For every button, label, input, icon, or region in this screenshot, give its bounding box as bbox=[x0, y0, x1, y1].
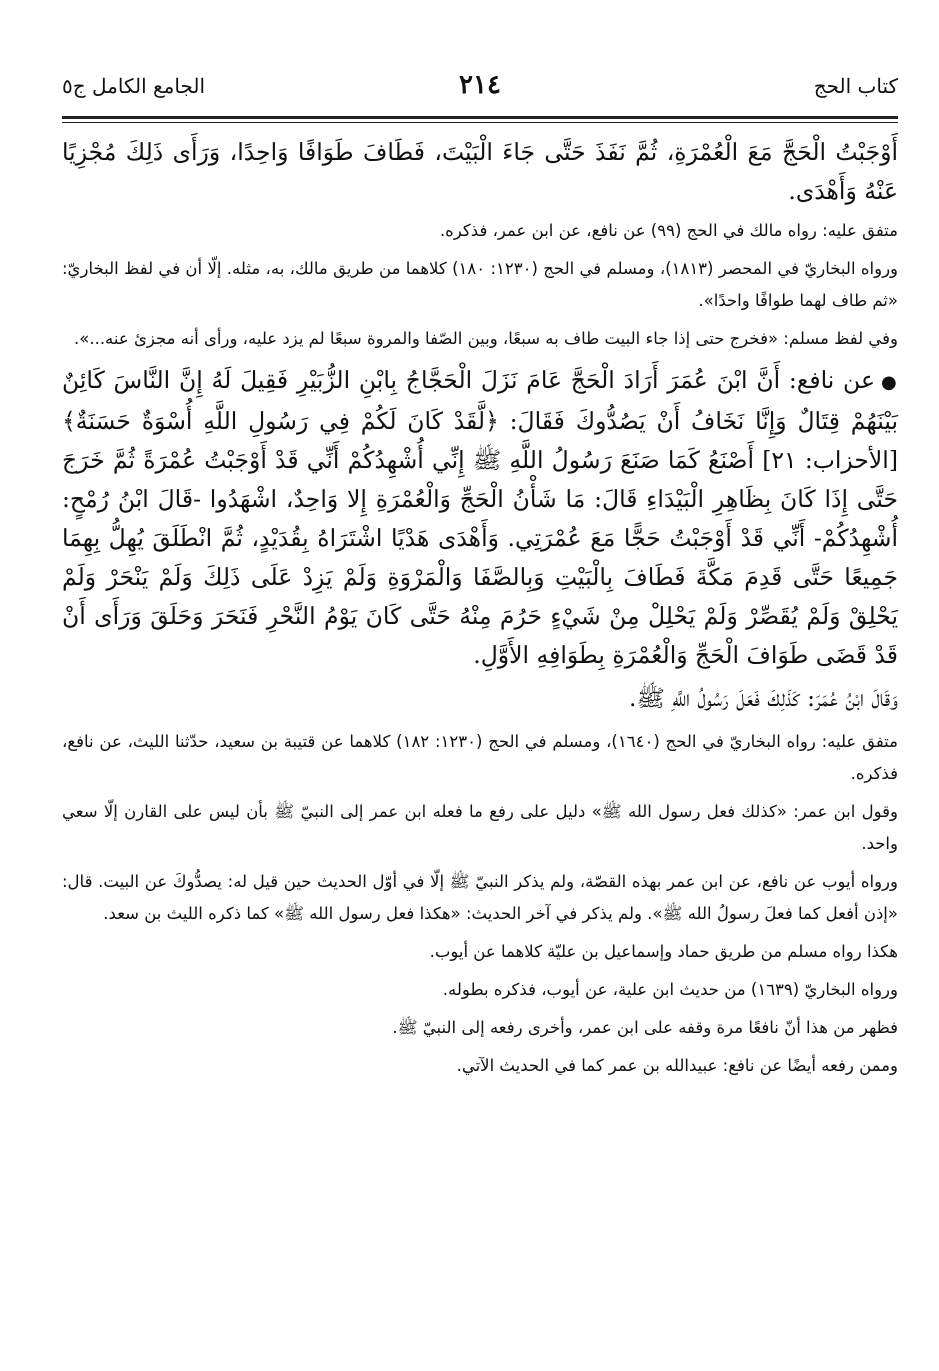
takhrij-note: وفي لفظ مسلم: «فخرج حتى إذا جاء البيت طاف به سبعًا، وبين الصّفا والمروة سبعًا لم يزد عليه، ورأى أنه مجزئ عنه...». bbox=[73, 329, 898, 348]
page bbox=[62, 70, 898, 1088]
takhrij-note: ورواه أيوب عن نافع، عن ابن عمر بهذه القصّة، ولم يذكر النبيّ ﷺ إلّا في أوّل الحديث حين قيل له: يصدُّوكَ عن البيت. قال: «إذن أفعل كما فعلَ رسولُ الله ﷺ». ولم يذكر في آخر الحديث: «هكذا فعل رسول الله ﷺ» كما ذكره الليث بن سعد. bbox=[62, 872, 898, 923]
takhrij-note: هكذا رواه مسلم من طريق حماد وإسماعيل بن عليّة كلاهما عن أيوب. bbox=[429, 942, 898, 961]
hadith-text: أَوْجَبْتُ الْحَجَّ مَعَ الْعُمْرَةِ، ثُمَّ نَفَذَ حَتَّى جَاءَ الْبَيْتَ، فَطَافَ طَوَافًا وَاحِدًا، وَرَأَى ذَلِكَ مُجْزِيًا عَنْهُ وَأَهْدَى. bbox=[62, 138, 898, 205]
takhrij-note: وممن رفعه أيضًا عن نافع: عبيدالله بن عمر كما في الحديث الآتي. bbox=[456, 1056, 898, 1075]
book-title: كتاب الحج bbox=[813, 74, 898, 98]
takhrij-note: وقول ابن عمر: «كذلك فعل رسول الله ﷺ» دليل على رفع ما فعله ابن عمر إلى النبيّ ﷺ بأن ليس على القارن إلّا سعي واحد. bbox=[62, 802, 898, 853]
page-header bbox=[62, 70, 898, 119]
page-body bbox=[62, 119, 898, 1082]
hadith-text bbox=[62, 361, 898, 675]
hadith-body: عن نافع: أَنَّ ابْنَ عُمَرَ أَرَادَ الْحَجَّ عَامَ نَزَلَ الْحَجَّاجُ بِابْنِ الزُّبَيْرِ فَقِيلَ لَهُ إِنَّ النَّاسَ كَائِنٌ بَيْنَهُمْ قِتَالٌ وَإِنَّا نَخَافُ أَنْ يَصُدُّوكَ فَقَالَ: ﴿لَّقَدْ كَانَ لَكُمْ فِي رَسُولِ اللَّهِ أُسْوَةٌ حَسَنَةٌ﴾ [الأحزاب: ٢١] أَصْنَعُ كَمَا صَنَعَ رَسُولُ اللَّهِ ﷺ إِنِّي أُشْهِدُكُمْ أَنِّي قَدْ أَوْجَبْتُ عُمْرَةً ثُمَّ خَرَجَ حَتَّى إِذَا كَانَ بِظَاهِرِ الْبَيْدَاءِ قَالَ: مَا شَأْنُ الْحَجِّ وَالْعُمْرَةِ إِلا وَاحِدٌ، اشْهَدُوا -قَالَ ابْنُ رُمْحٍ: أُشْهِدُكُمْ- أَنِّي قَدْ أَوْجَبْتُ حَجًّا مَعَ عُمْرَتِي. وَأَهْدَى هَدْيًا اشْتَرَاهُ بِقُدَيْدٍ، ثُمَّ انْطَلَقَ يُهِلُّ بِهِمَا جَمِيعًا حَتَّى قَدِمَ مَكَّةَ فَطَافَ بِالْبَيْتِ وَبِالصَّفَا وَالْمَرْوَةِ وَلَمْ يَزِدْ عَلَى ذَلِكَ وَلَمْ يَنْحَرْ وَلَمْ يَحْلِقْ وَلَمْ يُقَصِّرْ وَلَمْ يَحْلِلْ مِنْ شَيْءٍ حَرُمَ مِنْهُ حَتَّى كَانَ يَوْمُ النَّحْرِ فَنَحَرَ وَحَلَقَ وَرَأَى أَنْ قَدْ قَضَى طَوَافَ الْحَجِّ وَالْعُمْرَةِ بِطَوَافِهِ الأَوَّلِ. bbox=[62, 366, 898, 669]
takhrij-note: فظهر من هذا أنّ نافعًا مرة وقفه على ابن عمر، وأخرى رفعه إلى النبيّ ﷺ. bbox=[392, 1018, 898, 1037]
volume-title: الجامع الكامل ج٥ bbox=[62, 74, 206, 98]
takhrij-note: متفق عليه: رواه البخاريّ في الحج (١٦٤٠)، ومسلم في الحج (١٢٣٠: ١٨٢) كلاهما عن قتيبة بن سعيد، حدّثنا الليث، عن نافع، فذكره. bbox=[62, 732, 898, 783]
page-number: ٢١٤ bbox=[459, 70, 501, 100]
takhrij-note: ورواه البخاريّ في المحصر (١٨١٣)، ومسلم في الحج (١٢٣٠: ١٨٠) كلاهما من طريق مالك، به، مثله. إلّا أن في لفظ البخاريّ: «ثم طاف لهما طوافًا واحدًا». bbox=[62, 259, 898, 310]
bullet-icon: ● bbox=[880, 372, 898, 393]
takhrij-note: ورواه البخاريّ (١٦٣٩) من حديث ابن علية، عن أيوب، فذكره بطوله. bbox=[442, 980, 898, 999]
takhrij-note: متفق عليه: رواه مالك في الحج (٩٩) عن نافع، عن ابن عمر، فذكره. bbox=[439, 221, 898, 240]
hadith-text: وَقَالَ ابْنُ عُمَرَ: كَذَلِكَ فَعَلَ رَسُولُ اللَّهِ ﷺ. bbox=[629, 684, 898, 712]
